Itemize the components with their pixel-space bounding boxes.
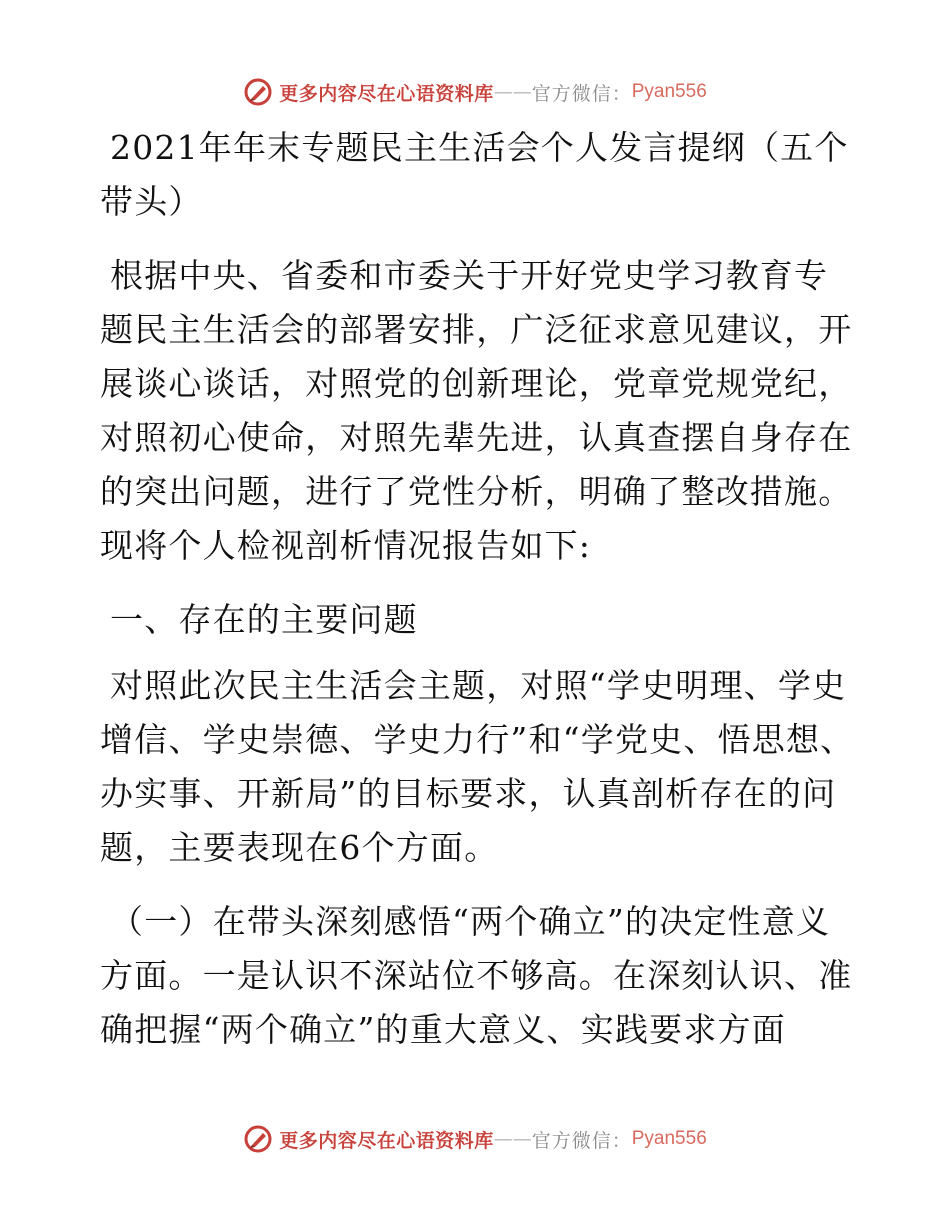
pen-logo-icon: [243, 1124, 273, 1154]
watermark-text: 更多内容尽在心语资料库: [279, 82, 494, 105]
watermark-id: Pyan556: [631, 1128, 707, 1149]
pen-logo-icon: [243, 77, 273, 107]
watermark-id: Pyan556: [631, 81, 707, 102]
paragraph-intro: 根据中央、省委和市委关于开好党史学习教育专题民主生活会的部署安排，广泛征求意见建议，开展谈心谈话，对照党的创新理论，党章党规党纪，对照初心使命，对照先辈先进，认真查摆自身存在的突出问题，进行了党性分析，明确了整改措施。现将个人检视剖析情况报告如下:: [100, 256, 853, 565]
watermark-label: 官方微信：: [531, 1129, 632, 1152]
paragraph-item-1: （一）在带头深刻感悟“两个确立”的决定性意义方面。一是认识不深站位不够高。在深刻认识、准确把握“两个确立”的重大意义、实践要求方面: [100, 902, 853, 1049]
watermark-dash: ——: [493, 1128, 532, 1150]
watermark-text: 更多内容尽在心语资料库: [279, 1129, 494, 1152]
watermark-header: [0, 72, 950, 112]
watermark-footer: [0, 1119, 950, 1159]
section-heading: 一、存在的主要问题: [110, 600, 418, 639]
document-title: 2021年年末专题民主生活会个人发言提纲（五个带头）: [100, 128, 849, 221]
paragraph-overview: 对照此次民主生活会主题，对照“学史明理、学史增信、学史崇德、学史力行”和“学党史、悟思想、办实事、开新局”的目标要求，认真剖析存在的问题，主要表现在6个方面。: [100, 666, 855, 867]
watermark-label: 官方微信：: [531, 82, 632, 105]
document-body: [100, 121, 860, 1077]
watermark-dash: ——: [493, 81, 532, 103]
